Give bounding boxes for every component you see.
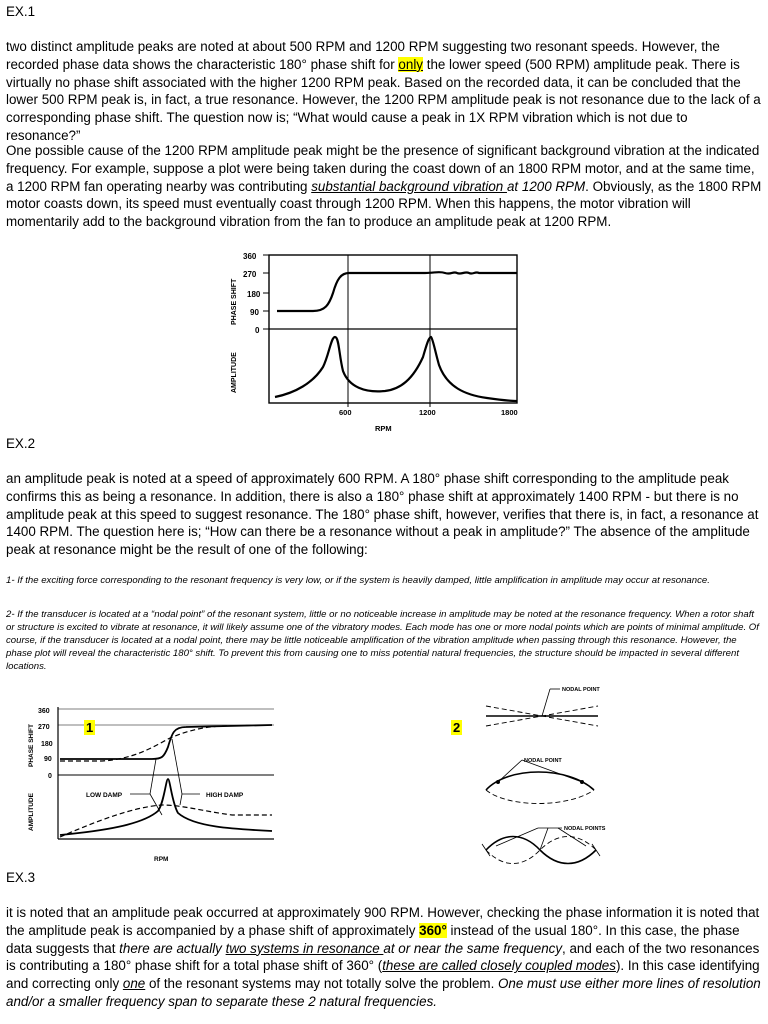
ex3-text-9: ). In this case identifying and correcting only — [6, 958, 760, 992]
ex3-text-11: of the resonant systems may not totally solve the problem. — [145, 976, 499, 992]
ex2-phase-tick-270: 270 — [38, 724, 50, 731]
ex2-nodal-label-3: NODAL POINTS — [564, 826, 606, 832]
ex2-mode3-beam — [486, 837, 596, 864]
ex3-text-10: one — [122, 976, 146, 992]
ex1-phase-tick-360: 360 — [243, 252, 257, 261]
ex2-nodal-label-1: NODAL POINT — [562, 687, 600, 693]
ex1-x-label: RPM — [375, 424, 392, 433]
ex1-phase-tick-0: 0 — [255, 326, 260, 335]
ex1-p2-underline: substantial background vibration — [311, 178, 507, 194]
ex2-high-damp-label: HIGH DAMP — [206, 792, 244, 799]
ex2-amplitude-low-damp — [60, 779, 272, 835]
ex2-x-label: RPM — [154, 856, 169, 863]
ex1-p1-text-b: the lower speed (500 RPM) amplitude peak. There is virtually no phase shift associated with the higher 1200 RPM peak. Based on the recorded data, it can be concluded that the lower 500 RPM peak is, in fact, a true resonance. However, the 1200 RPM amplitude peak is not resonance due to the lack of a corresponding phase shift. The question now is; “What would cause a peak in 1X RPM vibration which is not due to resonance?” — [6, 56, 761, 143]
ex1-paragraph-1 — [6, 38, 762, 145]
ex3-highlight-360: 360° — [419, 922, 447, 938]
ex1-y-label-amplitude: AMPLITUDE — [231, 352, 238, 393]
ex2-mode2-beam — [486, 772, 594, 790]
ex1-phase-amplitude-figure — [225, 247, 525, 435]
ex3-paragraph — [6, 904, 762, 1011]
ex3-text-7: , and each of the two resonances is contributing a 180° phase shift for a total phase shift of 360° ( — [6, 940, 760, 974]
ex2-damping-figure — [22, 703, 282, 868]
ex1-x-tick-1800: 1800 — [501, 408, 518, 417]
ex1-y-label-phase: PHASE SHIFT — [231, 278, 238, 325]
ex1-p2-italic: at 1200 RPM — [506, 178, 586, 194]
ex1-p2-text-b: . Obviously, as the 1800 RPM motor coasts down, its speed must eventually coast through 1200 RPM. When this happens, the motor vibration will momentarily add to the background vibration from the fan to produce an amplitude peak at 1200 RPM. — [6, 178, 762, 230]
ex3-text-1: it is noted that an amplitude peak occurred at approximately 900 RPM. However, checking the phase information it is noted that the amplitude peak is accompanied by a phase shift of approximately — [6, 905, 760, 938]
ex2-y-label-amplitude: AMPLITUDE — [28, 793, 35, 831]
ex2-low-damp-label: LOW DAMP — [86, 792, 123, 799]
ex3-text-4: there are actually — [119, 940, 226, 956]
ex1-amplitude-curve — [275, 337, 517, 401]
ex2-y-label-phase: PHASE SHIFT — [28, 724, 35, 767]
ex2-paragraph-1: an amplitude peak is noted at a speed of approximately 600 RPM. A 180° phase shift corresponding to the amplitude peak confirms this as being a resonance. In addition, there is also a 180° phase shift at approximately 1400 RPM - but there is no amplitude peak at this speed to suggest resonance. The 180° phase shift, however, verifies that there is, in fact, a resonance at 1400 RPM. The question here is; “How can there be a resonance without a peak in amplitude?” The absence of the amplitude peak at resonance might be the result of one of the following: — [6, 471, 759, 558]
ex1-phase-tick-270: 270 — [243, 270, 257, 279]
ex2-phase-tick-90: 90 — [44, 756, 52, 763]
ex2-note-1: 1- If the exciting force corresponding to the resonant frequency is very low, or if the system is heavily damped, little amplification in amplitude may occur at resonance. — [6, 575, 710, 586]
ex1-paragraph-2 — [6, 142, 762, 231]
ex1-heading: EX.1 — [6, 4, 36, 19]
ex2-heading: EX.2 — [6, 436, 36, 451]
ex3-heading: EX.3 — [6, 870, 36, 885]
ex3-text-3: instead of the usual 180°. In this case, the phase data suggests that — [6, 922, 740, 956]
ex1-p1-text-a: two distinct amplitude peaks are noted at about 500 RPM and 1200 RPM suggesting two resonant speeds. However, the recorded phase data shows the characteristic 180° phase shift for — [6, 39, 720, 72]
ex1-x-tick-1200: 1200 — [419, 408, 436, 417]
ex2-nodal-points-figure — [478, 680, 628, 865]
ex3-text-12: One must use either more lines of resolution and/or a smaller frequency span to separate these 2 natural frequencies. — [6, 976, 761, 1009]
ex2-phase-tick-0: 0 — [48, 773, 52, 780]
ex2-nodal-label-2: NODAL POINT — [524, 758, 562, 764]
ex2-figure-2-tag: 2 — [453, 720, 461, 735]
ex1-phase-tick-180: 180 — [247, 290, 261, 299]
ex1-p2-text-a: One possible cause of the 1200 RPM amplitude peak might be the presence of significant background vibration at the indicated frequency. For example, suppose a plot were being taken during the coast down of an 1800 RPM motor, and at the same time, a 1200 RPM fan operating nearby was contributing — [6, 143, 760, 194]
ex2-figure-1-tag: 1 — [86, 720, 94, 735]
ex2-phase-tick-360: 360 — [38, 708, 50, 715]
ex3-text-6: at or near the same frequency — [383, 940, 563, 956]
ex1-p1-highlight: only — [398, 56, 423, 72]
ex3-text-5: two systems in resonance — [225, 940, 384, 956]
ex2-phase-tick-180: 180 — [41, 741, 53, 748]
ex2-note-2: 2- If the transducer is located at a “nodal point” of the resonant system, little or no noticeable increase in amplitude may be noted at the resonance frequency. When a rotor shaft or structure is excited to vibrate at resonance, it will likely assume one of the vibratory modes. Each mode has one or more nodal points which are points of minimal amplitude. Of course, if the transducer is located at a nodal point, there may be little noticeable amplification of the vibration amplitude when passing through this resonance. However, the phase plot will reveal the characteristic 180° shift. To prevent this from causing one to miss potential natural frequencies, the structure should be impacted in several different locations. — [6, 609, 759, 672]
ex1-phase-tick-90: 90 — [250, 308, 259, 317]
ex3-text-8: these are called closely coupled modes — [382, 958, 616, 974]
ex1-x-tick-600: 600 — [339, 408, 352, 417]
ex1-phase-curve — [277, 272, 517, 311]
